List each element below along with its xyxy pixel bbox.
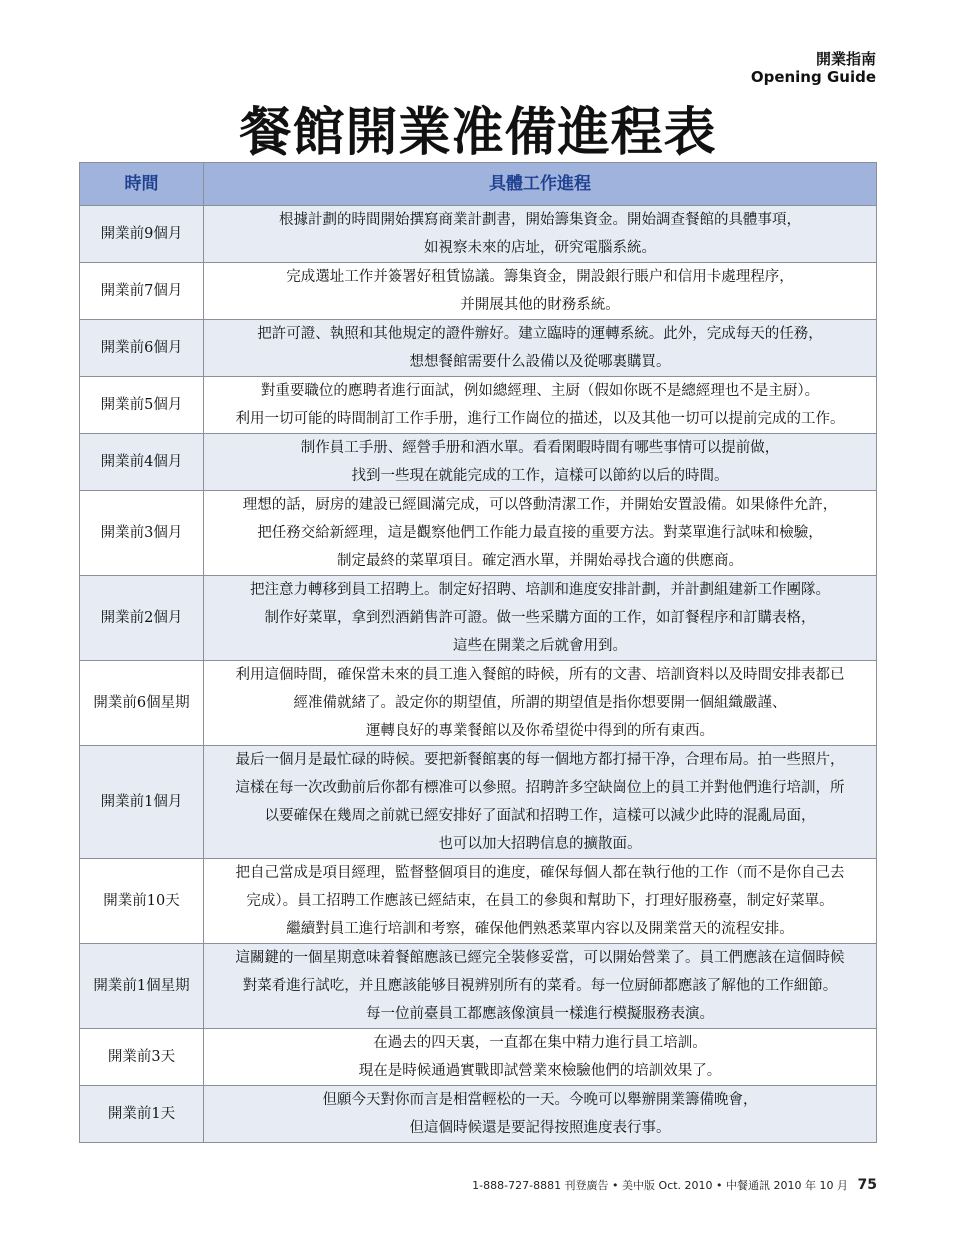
work-cell xyxy=(204,1086,877,1143)
page-footer xyxy=(472,1177,877,1193)
work-line: 現在是時候通過實戰即試營業來檢驗他們的培訓效果了。 xyxy=(358,1063,722,1079)
work-line: 經准備就緒了。設定你的期望值，所謂的期望值是指你想要開一個組織嚴謹、 xyxy=(293,695,787,711)
work-line: 這些在開業之后就會用到。 xyxy=(453,638,627,654)
section-label-en: Opening Guide xyxy=(750,68,876,86)
work-line: 運轉良好的專業餐館以及你希望從中得到的所有東西。 xyxy=(366,723,714,739)
work-line: 這樣在每一次改動前后你都有標准可以參照。招聘許多空缺崗位上的員工并對他們進行培訓，所 xyxy=(235,780,845,796)
work-line: 每一位前臺員工都應該像演員一樣進行模擬服務表演。 xyxy=(366,1006,714,1022)
work-line: 完成選址工作并簽署好租賃協議。籌集資金，開設銀行賬户和信用卡處理程序， xyxy=(286,269,794,285)
work-line: 完成）。員工招聘工作應該已經結束，在員工的參與和幫助下，打理好服務臺，制定好菜單。 xyxy=(246,893,834,909)
table-row xyxy=(80,1029,877,1086)
work-line: 但這個時候還是要記得按照進度表行事。 xyxy=(409,1120,671,1136)
table-row xyxy=(80,576,877,661)
work-cell xyxy=(204,377,877,434)
section-label xyxy=(751,50,876,86)
work-line: 也可以加大招聘信息的擴散面。 xyxy=(438,836,642,852)
work-cell xyxy=(204,746,877,859)
table-row xyxy=(80,859,877,944)
work-cell xyxy=(204,434,877,491)
work-line: 對重要職位的應聘者進行面試，例如總經理、主厨（假如你既不是總經理也不是主厨）。 xyxy=(260,383,820,399)
work-cell xyxy=(204,661,877,746)
time-cell: 開業前1個月 xyxy=(80,746,204,859)
table-row xyxy=(80,320,877,377)
work-cell xyxy=(204,944,877,1029)
work-line: 把許可證、執照和其他規定的證件辦好。建立臨時的運轉系統。此外，完成每天的任務， xyxy=(257,326,823,342)
work-line: 根據計劃的時間開始撰寫商業計劃書，開始籌集資金。開始調查餐館的具體事項， xyxy=(279,212,801,228)
work-line: 制作員工手册、經營手册和酒水單。看看閑暇時間有哪些事情可以提前做， xyxy=(300,440,780,456)
work-cell xyxy=(204,1029,877,1086)
table-row xyxy=(80,944,877,1029)
time-cell: 開業前4個月 xyxy=(80,434,204,491)
time-cell: 開業前3天 xyxy=(80,1029,204,1086)
work-line: 繼續對員工進行培訓和考察，確保他們熟悉菜單内容以及開業當天的流程安排。 xyxy=(286,921,794,937)
time-cell: 開業前1天 xyxy=(80,1086,204,1143)
work-cell xyxy=(204,491,877,576)
work-line: 這關鍵的一個星期意味着餐館應該已經完全裝修妥當，可以開始營業了。員工們應該在這個時候 xyxy=(235,950,845,966)
page-title: 餐館開業准備進程表 xyxy=(239,102,717,163)
work-line: 找到一些現在就能完成的工作，這樣可以節約以后的時間。 xyxy=(351,468,729,484)
table-row xyxy=(80,746,877,859)
header-time: 時間 xyxy=(80,163,204,206)
table-row xyxy=(80,434,877,491)
work-line: 但願今天對你而言是相當輕松的一天。今晚可以舉辦開業籌備晚會， xyxy=(322,1092,758,1108)
work-cell xyxy=(204,206,877,263)
work-line: 制作好菜單，拿到烈酒銷售許可證。做一些采購方面的工作，如訂餐程序和訂購表格， xyxy=(264,610,816,626)
time-cell: 開業前2個月 xyxy=(80,576,204,661)
time-cell: 開業前6個星期 xyxy=(80,661,204,746)
table-row xyxy=(80,1086,877,1143)
table-row xyxy=(80,377,877,434)
schedule-body xyxy=(80,206,877,1143)
footer-text: 1-888-727-8881 刊登廣告 • 美中版 Oct. 2010 • 中餐通訊 2010 年 10 月 xyxy=(472,1179,849,1192)
time-cell: 開業前3個月 xyxy=(80,491,204,576)
work-line: 利用一切可能的時間制訂工作手册，進行工作崗位的描述，以及其他一切可以提前完成的工作。 xyxy=(235,411,845,427)
section-label-zh: 開業指南 xyxy=(815,50,876,68)
time-cell: 開業前1個星期 xyxy=(80,944,204,1029)
work-line: 并開展其他的財務系統。 xyxy=(460,297,620,313)
time-cell: 開業前5個月 xyxy=(80,377,204,434)
work-line: 把自己當成是項目經理，監督整個項目的進度，確保每個人都在執行他的工作（而不是你自己去 xyxy=(235,865,845,881)
work-line: 理想的話，厨房的建設已經圓滿完成，可以啓動清潔工作，并開始安置設備。如果條件允許， xyxy=(242,497,838,513)
time-cell: 開業前9個月 xyxy=(80,206,204,263)
schedule-table xyxy=(79,162,877,1143)
work-cell xyxy=(204,263,877,320)
work-cell xyxy=(204,576,877,661)
work-line: 制定最終的菜單項目。確定酒水單，并開始尋找合適的供應商。 xyxy=(337,553,743,569)
table-row xyxy=(80,661,877,746)
work-line: 想想餐館需要什么設備以及從哪裏購買。 xyxy=(409,354,671,370)
page-number: 75 xyxy=(857,1177,877,1193)
time-cell: 開業前6個月 xyxy=(80,320,204,377)
header-work: 具體工作進程 xyxy=(204,163,877,206)
work-line: 把任務交給新經理，這是觀察他們工作能力最直接的重要方法。對菜單進行試味和檢驗， xyxy=(257,525,823,541)
table-row xyxy=(80,491,877,576)
time-cell: 開業前7個月 xyxy=(80,263,204,320)
work-line: 在過去的四天裏，一直都在集中精力進行員工培訓。 xyxy=(373,1035,707,1051)
work-line: 最后一個月是最忙碌的時候。要把新餐館裏的每一個地方都打掃干净，合理布局。拍一些照片， xyxy=(235,752,845,768)
table-row xyxy=(80,263,877,320)
table-header-row xyxy=(80,163,877,206)
table-row xyxy=(80,206,877,263)
work-line: 對菜肴進行試吃，并且應該能够目視辨别所有的菜肴。每一位厨師都應該了解他的工作細節。 xyxy=(242,978,838,994)
work-line: 如視察未來的店址，研究電腦系統。 xyxy=(424,240,656,256)
time-cell: 開業前10天 xyxy=(80,859,204,944)
work-line: 把注意力轉移到員工招聘上。制定好招聘、培訓和進度安排計劃，并計劃組建新工作團隊。 xyxy=(250,582,830,598)
work-cell xyxy=(204,859,877,944)
work-line: 利用這個時間，確保當未來的員工進入餐館的時候，所有的文書、培訓資料以及時間安排表都已 xyxy=(235,667,845,683)
work-line: 以要確保在幾周之前就已經安排好了面試和招聘工作，這樣可以減少此時的混亂局面， xyxy=(264,808,816,824)
work-cell xyxy=(204,320,877,377)
